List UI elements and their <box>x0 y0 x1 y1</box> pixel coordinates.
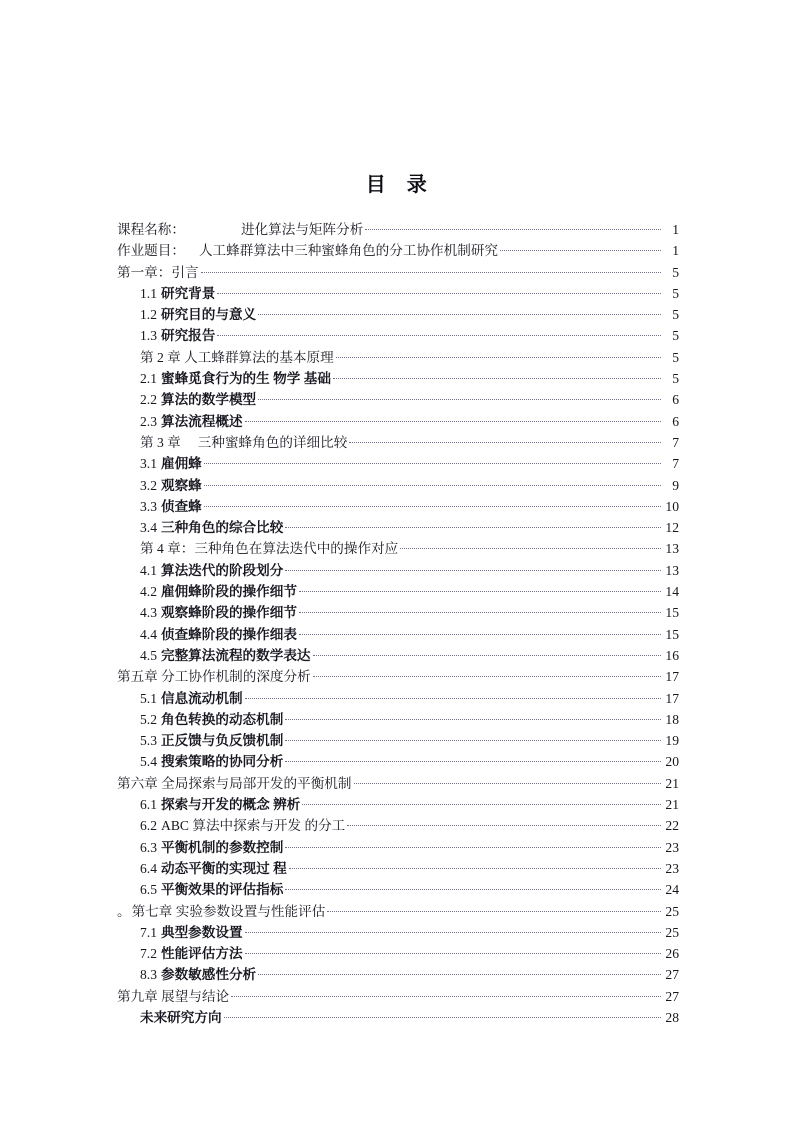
toc-entry-number: 3.3 <box>140 498 157 514</box>
toc-entry-title: 三种角色的综合比较 <box>161 520 284 536</box>
toc-entry-page-number: 27 <box>665 967 679 983</box>
toc-entry-number: 1.2 <box>140 307 157 323</box>
dot-leader <box>299 604 661 618</box>
toc-entry-number: 5.1 <box>140 690 157 706</box>
toc-entry-number: 2.2 <box>140 392 157 408</box>
dot-leader <box>204 497 661 511</box>
dot-leader <box>217 327 661 341</box>
toc-entry-page-number: 25 <box>665 903 679 919</box>
toc-entry-number: 1.1 <box>140 285 157 301</box>
toc-entry-title: 第 3 章 三种蜜蜂角色的详细比较 <box>140 434 348 450</box>
dot-leader <box>336 348 661 362</box>
toc-entry-page-number: 27 <box>665 988 679 1004</box>
toc-entry[interactable] <box>117 496 679 517</box>
toc-entry-title: 第七章 实验参数设置与性能评估 <box>131 903 326 919</box>
toc-entry-number: 4.4 <box>140 626 157 642</box>
toc-entry-number: 5.2 <box>140 711 157 727</box>
toc-entry-title: 平衡机制的参数控制 <box>161 839 284 855</box>
toc-entry-title: 第一章：引言 <box>117 264 199 280</box>
toc-entry-title: 平衡效果的评估指标 <box>161 882 284 898</box>
toc-entry[interactable] <box>117 240 679 261</box>
toc-entry-title: 角色转换的动态机制 <box>161 711 284 727</box>
toc-entry-page-number: 25 <box>665 924 679 940</box>
toc-entry[interactable] <box>117 986 679 1007</box>
toc-entry[interactable] <box>117 837 679 858</box>
toc-entry-title: 第 4 章：三种角色在算法迭代中的操作对应 <box>140 541 399 557</box>
toc-entry-title: 研究报告 <box>161 328 216 344</box>
toc-entry[interactable] <box>117 645 679 666</box>
toc-entry-title: 蜜蜂觅食行为的生 物学 基础 <box>161 371 331 387</box>
toc-entry-page-number: 18 <box>665 711 679 727</box>
toc-entry-page-number: 15 <box>665 605 679 621</box>
toc-entry-number: 3.2 <box>140 477 157 493</box>
dot-leader <box>285 838 661 852</box>
toc-entry[interactable] <box>117 879 679 900</box>
toc-entry-number: 7.2 <box>140 946 157 962</box>
dot-leader <box>285 881 661 895</box>
toc-entry[interactable] <box>117 475 679 496</box>
dot-leader <box>299 582 661 596</box>
toc-entry-number: 6.3 <box>140 839 157 855</box>
dot-leader <box>327 902 661 916</box>
toc-entry-page-number: 22 <box>665 818 679 834</box>
toc-entry-page-number: 19 <box>665 733 679 749</box>
toc-entry[interactable] <box>117 943 679 964</box>
toc-entry-number: 6.4 <box>140 860 157 876</box>
toc-entry-title: 探索与开发的概念 辨析 <box>161 797 301 813</box>
toc-entry[interactable] <box>117 901 679 922</box>
toc-entry-page-number: 5 <box>672 264 679 280</box>
toc-entry[interactable] <box>117 368 679 389</box>
toc-entry[interactable] <box>117 858 679 879</box>
toc-entry-page-number: 5 <box>672 328 679 344</box>
dot-leader <box>258 391 661 405</box>
dot-leader <box>204 455 661 469</box>
toc-entry[interactable] <box>117 325 679 346</box>
toc-entry[interactable] <box>117 453 679 474</box>
toc-entry-title: ABC 算法中探索与开发 的分工 <box>161 818 346 834</box>
dot-leader <box>349 433 661 447</box>
toc-entry[interactable] <box>117 688 679 709</box>
toc-entry-page-number: 13 <box>665 541 679 557</box>
toc-entry-title: 完整算法流程的数学表达 <box>161 647 311 663</box>
toc-entry[interactable] <box>117 709 679 730</box>
toc-entry-number: 6.5 <box>140 882 157 898</box>
toc-entry-title: 雇佣蜂阶段的操作细节 <box>161 584 297 600</box>
toc-entry-title: 第五章 分工协作机制的深度分析 <box>117 669 311 685</box>
toc-entry-page-number: 5 <box>672 307 679 323</box>
toc-entry-title: 人工蜂群算法中三种蜜蜂角色的分工协作机制研究 <box>198 243 499 259</box>
stray-mark: 。 <box>117 903 131 919</box>
dot-leader <box>500 242 661 256</box>
toc-entry-number: 2.3 <box>140 413 157 429</box>
dot-leader <box>217 284 661 298</box>
toc-entry-page-number: 26 <box>665 946 679 962</box>
toc-entry[interactable] <box>117 730 679 751</box>
toc-entry-number: 4.3 <box>140 605 157 621</box>
toc-entry-page-number: 17 <box>665 669 679 685</box>
table-of-contents <box>117 219 679 1028</box>
toc-entry[interactable] <box>117 389 679 410</box>
toc-entry-title: 正反馈与负反馈机制 <box>161 733 284 749</box>
toc-entry-title: 第六章 全局探索与局部开发的平衡机制 <box>117 775 352 791</box>
toc-entry-page-number: 21 <box>665 775 679 791</box>
toc-entry[interactable] <box>117 411 679 432</box>
dot-leader <box>289 859 661 873</box>
toc-entry-page-number: 1 <box>672 243 679 259</box>
toc-entry-title: 未来研究方向 <box>140 1009 222 1025</box>
toc-entry-page-number: 28 <box>665 1009 679 1025</box>
toc-entry[interactable] <box>117 219 679 240</box>
dot-leader <box>201 263 661 277</box>
toc-entry-title: 典型参数设置 <box>161 924 243 940</box>
dot-leader <box>347 817 661 831</box>
toc-entry-number: 5.3 <box>140 733 157 749</box>
dot-leader <box>245 923 661 937</box>
toc-entry-number: 4.2 <box>140 584 157 600</box>
toc-entry[interactable] <box>117 751 679 772</box>
toc-entry-number: 8.3 <box>140 967 157 983</box>
toc-entry[interactable] <box>117 602 679 623</box>
toc-entry-title: 算法迭代的阶段划分 <box>161 562 284 578</box>
toc-entry-page-number: 5 <box>672 285 679 301</box>
toc-entry-page-number: 23 <box>665 860 679 876</box>
toc-entry-title: 第 2 章 人工蜂群算法的基本原理 <box>140 349 334 365</box>
toc-entry[interactable] <box>117 538 679 559</box>
toc-entry-title: 信息流动机制 <box>161 690 243 706</box>
toc-entry[interactable] <box>117 964 679 985</box>
toc-entry[interactable] <box>117 624 679 645</box>
toc-entry-page-number: 5 <box>672 349 679 365</box>
toc-entry[interactable] <box>117 581 679 602</box>
toc-entry-number: 3.1 <box>140 456 157 472</box>
toc-entry-page-number: 7 <box>672 456 679 472</box>
toc-entry-label: 作业题目： <box>117 243 185 259</box>
dot-leader <box>245 689 661 703</box>
toc-entry-number: 7.1 <box>140 924 157 940</box>
toc-entry-number: 5.4 <box>140 754 157 770</box>
toc-entry[interactable] <box>117 432 679 453</box>
dot-leader <box>285 753 661 767</box>
toc-entry[interactable] <box>117 304 679 325</box>
dot-leader <box>354 774 662 788</box>
toc-entry-title: 算法流程概述 <box>161 413 243 429</box>
toc-entry-label: 课程名称： <box>117 222 185 237</box>
toc-entry[interactable] <box>117 347 679 368</box>
toc-entry[interactable] <box>117 815 679 836</box>
toc-entry-number: 6.2 <box>140 818 157 834</box>
dot-leader <box>313 646 661 660</box>
toc-entry-number: 1.3 <box>140 328 157 344</box>
toc-entry-number: 4.1 <box>140 562 157 578</box>
toc-entry[interactable] <box>117 773 679 794</box>
toc-entry[interactable] <box>117 1007 679 1028</box>
dot-leader <box>302 795 661 809</box>
toc-entry[interactable] <box>117 794 679 815</box>
toc-entry-page-number: 5 <box>672 371 679 387</box>
toc-entry-title: 搜索策略的协同分析 <box>161 754 284 770</box>
toc-entry-page-number: 24 <box>665 882 679 898</box>
toc-entry-page-number: 6 <box>672 392 679 408</box>
dot-leader <box>285 519 661 533</box>
toc-entry-title: 第九章 展望与结论 <box>117 988 230 1004</box>
toc-entry-page-number: 9 <box>672 477 679 493</box>
dot-leader <box>224 1008 661 1022</box>
dot-leader <box>204 476 661 490</box>
toc-entry-title: 进化算法与矩阵分析 <box>240 222 364 237</box>
toc-entry-page-number: 12 <box>665 520 679 536</box>
toc-entry-title: 性能评估方法 <box>161 946 243 962</box>
toc-entry-title: 观察蜂阶段的操作细节 <box>161 605 297 621</box>
toc-entry-title: 雇佣蜂 <box>161 456 202 472</box>
dot-leader <box>231 987 661 1001</box>
dot-leader <box>400 540 661 554</box>
toc-entry-title: 观察蜂 <box>161 477 202 493</box>
dot-leader <box>258 966 661 980</box>
dot-leader <box>299 625 661 639</box>
toc-entry-title: 研究目的与意义 <box>161 307 257 323</box>
toc-entry-page-number: 16 <box>665 647 679 663</box>
toc-entry-page-number: 10 <box>665 498 679 514</box>
dot-leader <box>365 220 661 234</box>
toc-entry-number: 6.1 <box>140 797 157 813</box>
toc-entry-title: 算法的数学模型 <box>161 392 257 408</box>
toc-entry-title: 参数敏感性分析 <box>161 967 257 983</box>
toc-entry-page-number: 13 <box>665 562 679 578</box>
dot-leader <box>245 945 661 959</box>
dot-leader <box>285 561 661 575</box>
toc-entry-number: 2.1 <box>140 371 157 387</box>
toc-entry-page-number: 23 <box>665 839 679 855</box>
toc-entry-title: 动态平衡的实现过 程 <box>161 860 287 876</box>
toc-entry-title: 研究背景 <box>161 285 216 301</box>
toc-entry[interactable] <box>117 560 679 581</box>
toc-entry[interactable] <box>117 262 679 283</box>
toc-entry-title: 侦查蜂 <box>161 498 202 514</box>
toc-entry-page-number: 15 <box>665 626 679 642</box>
toc-entry[interactable] <box>117 517 679 538</box>
toc-entry-page-number: 14 <box>665 584 679 600</box>
dot-leader <box>285 732 661 746</box>
dot-leader <box>258 306 661 320</box>
toc-entry-page-number: 20 <box>665 754 679 770</box>
dot-leader <box>285 710 661 724</box>
dot-leader <box>313 668 661 682</box>
toc-entry[interactable] <box>117 666 679 687</box>
toc-entry-title: 侦查蜂阶段的操作细表 <box>161 626 297 642</box>
toc-entry[interactable] <box>117 922 679 943</box>
toc-entry-page-number: 17 <box>665 690 679 706</box>
toc-entry-number: 4.5 <box>140 647 157 663</box>
toc-entry-page-number: 1 <box>672 222 679 237</box>
toc-entry-page-number: 7 <box>672 434 679 450</box>
toc-entry-number: 3.4 <box>140 520 157 536</box>
dot-leader <box>333 369 661 383</box>
toc-entry-page-number: 6 <box>672 413 679 429</box>
dot-leader <box>245 412 661 426</box>
page-title: 目 录 <box>365 174 428 196</box>
toc-entry-page-number: 21 <box>665 797 679 813</box>
toc-entry[interactable] <box>117 283 679 304</box>
